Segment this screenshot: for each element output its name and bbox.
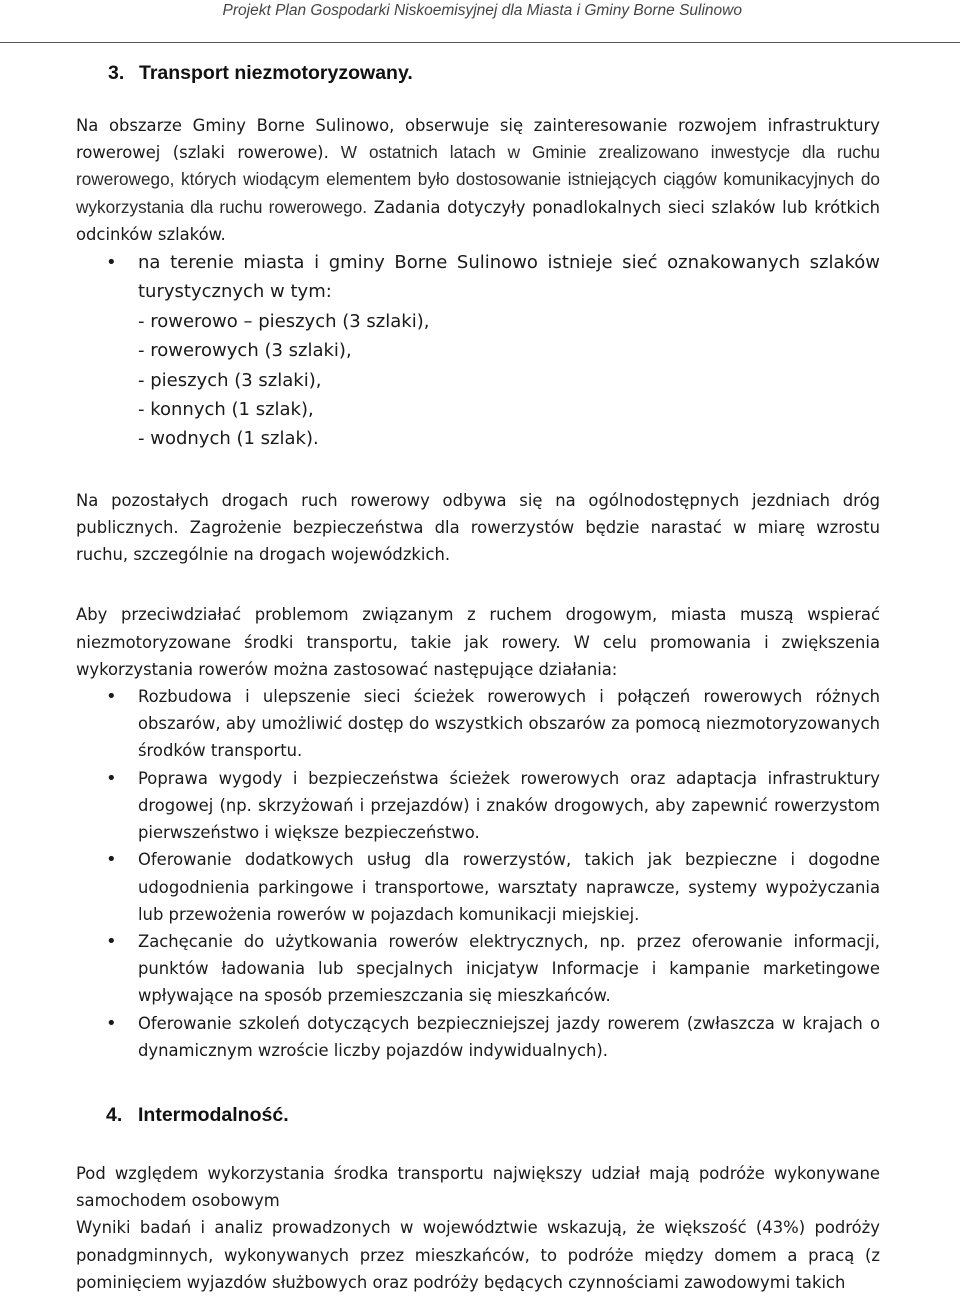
trail-item: - pieszych (3 szlaki), — [138, 369, 322, 391]
page-header — [0, 0, 960, 43]
section-4-title: Intermodalność. — [138, 1103, 289, 1126]
section-3-intro — [76, 112, 880, 248]
section-4-paragraph-2: Wyniki badań i analiz prowadzonych w województwie wskazują, że większość (43%) podróży ponadgminnych, wykonywanych przez mieszkańców, to podróże między domem a pracą (z pominięciem wyjazdów służbowych oraz podróży będących czynnościami zawodowymi takich — [76, 1218, 880, 1292]
trail-item: - rowerowo – pieszych (3 szlaki), — [138, 310, 430, 332]
action-item: • Oferowanie szkoleń dotyczących bezpieczniejszej jazdy rowerem (zwłaszcza w krajach o dynamicznym wzroście liczby pojazdów indywidualnych). — [76, 1010, 880, 1064]
section-4-number: 4. — [106, 1103, 123, 1126]
trail-item: - rowerowych (3 szlaki), — [138, 340, 352, 362]
action-item: • Oferowanie dodatkowych usług dla rowerzystów, takich jak bezpieczne i dogodne udogodnienia parkingowe i transportowe, warsztaty naprawcze, systemy wypożyczania lub przewożenia rowerów w pojazdach komunikacji miejskiej. — [76, 846, 880, 928]
actions-list — [76, 683, 880, 1064]
trail-item: - wodnych (1 szlak). — [138, 428, 319, 450]
action-item: • Zachęcanie do użytkowania rowerów elektrycznych, np. przez oferowanie informacji, punktów ładowania lub specjalnych inicjatyw Informacje i kampanie marketingowe wpływające na sposób przemieszczania się mieszkańców. — [76, 928, 880, 1010]
section-3-title: Transport niezmotoryzowany. — [139, 62, 413, 84]
section-3-heading — [108, 62, 880, 85]
trails-bullet — [76, 248, 880, 454]
trails-list — [76, 248, 880, 454]
action-item: • Poprawa wygody i bezpieczeństwa ścieżek rowerowych oraz adaptacja infrastruktury drogowej (np. skrzyżowań i przejazdów) i znaków drogowych, aby zapewnić rowerzystom pierwszeństwo i większe bezpieczeństwo. — [76, 765, 880, 847]
intro-text: Na obszarze Gminy Borne Sulinowo, obserwuje się zainteresowanie rozwojem infrastruktury rowerowej (szlaki rowerowe). — [76, 116, 880, 163]
intro-text-continued-2: Zadania dotyczyły ponadlokalnych sieci szlaków lub krótkich odcinków szlaków. — [76, 197, 880, 244]
header-title: Projekt Plan Gospodarki Niskoemisyjnej dla Miasta i Gminy Borne Sulinowo — [222, 2, 742, 19]
trails-bullet-text: na terenie miasta i gminy Borne Sulinowo istnieje sieć oznakowanych szlaków turystycznych w tym: — [138, 252, 880, 303]
section-3-paragraph-3: Aby przeciwdziałać problemom związanym z ruchem drogowym, miasta muszą wspierać niezmotoryzowane środki transportu, takie jak rowery. W celu promowania i zwiększenia wykorzystania rowerów można zastosować następujące działania: — [76, 605, 880, 679]
trail-item: - konnych (1 szlak), — [138, 399, 314, 421]
action-item: • Rozbudowa i ulepszenie sieci ścieżek rowerowych i połączeń rowerowych różnych obszarów, aby umożliwić dostęp do wszystkich obszarów za pomocą niezmotoryzowanych środków transportu. — [76, 683, 880, 765]
intro-text-continued: W ostatnich latach w Gminie zrealizowano inwestycje dla ruchu rowerowego, których wiodącym elementem było dostosowanie istniejących ciągów komunikacyjnych do wykorzystania dla ruchu rowerowego. — [76, 142, 880, 217]
section-4-paragraph-1: Pod względem wykorzystania środka transportu największy udział mają podróże wykonywane samochodem osobowym — [76, 1163, 880, 1211]
section-4-heading — [106, 1104, 880, 1127]
document-body — [76, 62, 880, 1296]
section-3-paragraph-2: Na pozostałych drogach ruch rowerowy odbywa się na ogólnodostępnych jezdniach dróg publicznych. Zagrożenie bezpieczeństwa dla rowerzystów będzie narastać w miarę wzrostu ruchu, szczególnie na drogach wojewódzkich. — [76, 490, 880, 565]
section-3-number: 3. — [108, 62, 125, 84]
